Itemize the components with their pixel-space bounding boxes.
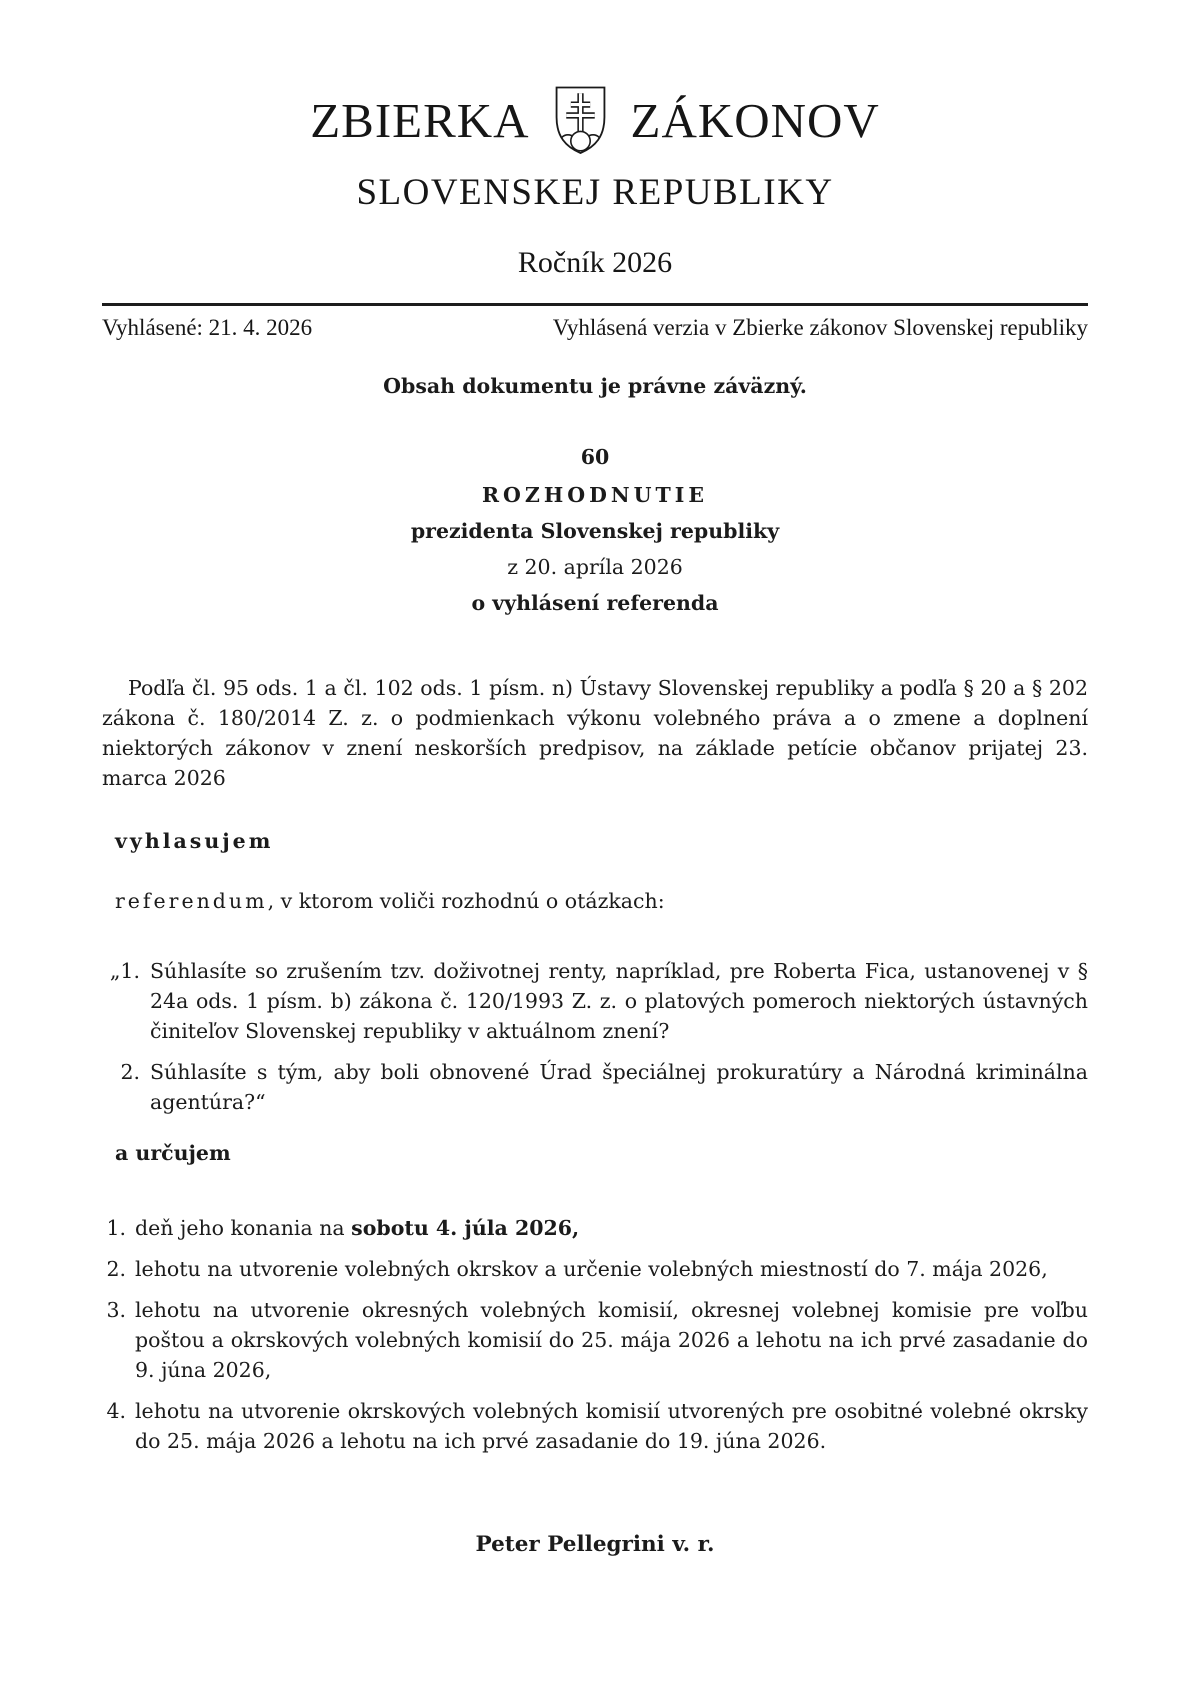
determination-text: lehotu na utvorenie volebných okrskov a určenie volebných miestností do 7. mája 2026,	[135, 1257, 1048, 1281]
referendum-intro	[115, 886, 1088, 916]
published-version: Vyhlásená verzia v Zbierke zákonov Slovenskej republiky	[552, 315, 1088, 340]
preamble-paragraph: Podľa čl. 95 ods. 1 a čl. 102 ods. 1 písm. n) Ústavy Slovenskej republiky a podľa § 20 a § 202 zákona č. 180/2014 Z. z. o podmienkach výkonu volebného práva a o zmene a doplnení niektorých zákonov v znení neskorších predpisov, na základe petície občanov prijatej 23. marca 2026	[102, 676, 1088, 790]
determination-marker: 3.	[106, 1298, 126, 1322]
determination-text	[135, 1213, 1088, 1243]
act-type: ROZHODNUTIE	[482, 483, 708, 507]
determination-list	[102, 1213, 1088, 1456]
act-date: z 20. apríla 2026	[507, 555, 683, 579]
determine-word: a určujem	[115, 1141, 231, 1165]
masthead-subtitle: SLOVENSKEJ REPUBLIKY	[356, 172, 834, 213]
question-marker: „1.	[109, 959, 140, 983]
question-text: Súhlasíte so zrušením tzv. doživotnej renty, napríklad, pre Roberta Fica, ustanovenej v § 24a ods. 1 písm. b) zákona č. 120/1993 Z. z. o platových pomeroch niektorých ústavných činiteľov Slovenskej republiky v aktuálnom znení?	[150, 959, 1088, 1043]
determination-text: lehotu na utvorenie okresných volebných komisií, okresnej volebnej komisie pre voľbu poštou a okrskových volebných komisií do 25. mája 2026 a lehotu na ich prvé zasadanie do 9. júna 2026,	[135, 1298, 1088, 1382]
header-divider	[102, 303, 1088, 306]
act-issuer: prezidenta Slovenskej republiky	[410, 519, 780, 543]
masthead-right-word: ZÁKONOV	[630, 92, 880, 148]
act-number: 60	[580, 445, 610, 469]
publication-row	[102, 315, 1088, 341]
determination-text-pre: deň jeho konania na	[135, 1216, 352, 1240]
determination-marker: 1.	[106, 1216, 126, 1240]
published-date: Vyhlásené: 21. 4. 2026	[102, 315, 313, 340]
determination-item	[102, 1396, 1088, 1456]
determination-item	[102, 1254, 1088, 1284]
question-text: Súhlasíte s tým, aby boli obnovené Úrad špeciálnej prokuratúry a Národná kriminálna agentúra?“	[150, 1060, 1088, 1114]
slovak-coat-of-arms-icon	[552, 84, 609, 156]
legal-binding-notice: Obsah dokumentu je právne záväzný.	[383, 374, 807, 398]
determination-text: lehotu na utvorenie okrskových volebných komisií utvorených pre osobitné volebné okrsky do 25. mája 2026 a lehotu na ich prvé zasadanie do 19. júna 2026.	[135, 1399, 1088, 1453]
volume-year: Ročník 2026	[517, 246, 673, 279]
masthead	[102, 84, 1088, 156]
declare-word: vyhlasujem	[115, 829, 274, 853]
determination-text-bold: sobotu 4. júla 2026,	[351, 1216, 580, 1240]
determination-item	[102, 1213, 1088, 1243]
masthead-left-word: ZBIERKA	[310, 92, 530, 148]
question-marker: 2.	[120, 1060, 140, 1084]
referendum-intro-rest: , v ktorom voliči rozhodnú o otázkach:	[267, 889, 665, 913]
signature-line: Peter Pellegrini v. r.	[475, 1532, 715, 1557]
determination-marker: 4.	[106, 1399, 126, 1423]
determination-item	[102, 1295, 1088, 1385]
act-subject: o vyhlásení referenda	[471, 591, 719, 615]
question-item	[102, 1057, 1088, 1117]
question-list	[102, 956, 1088, 1117]
referendum-intro-spaced-word: referendum	[115, 889, 268, 913]
determination-marker: 2.	[106, 1257, 126, 1281]
question-item	[102, 956, 1088, 1046]
